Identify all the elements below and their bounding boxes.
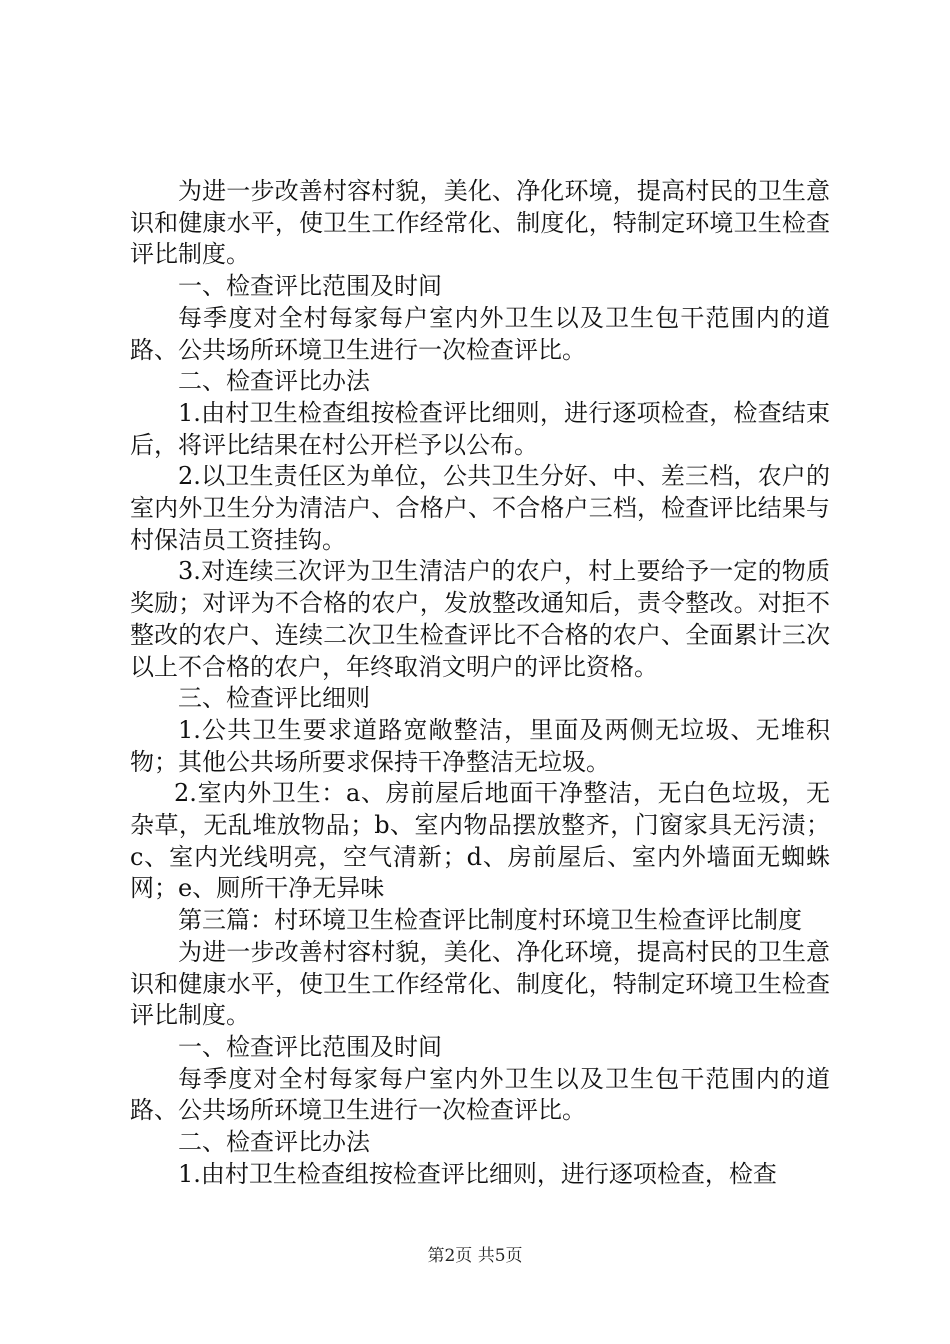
paragraph-rules-1: 1.公共卫生要求道路宽敞整洁，里面及两侧无垃圾、无堆积物；其他公共场所要求保持干净整洁无垃圾。 [130,715,830,776]
document-body [130,176,830,1191]
paragraph-rules-2: 2.室内外卫生：a、房前屋后地面干净整洁，无白色垃圾，无杂草，无乱堆放物品；b、室内物品摆放整齐，门窗家具无污渍；c、室内光线明亮，空气清新；d、房前屋后、室内外墙面无蜘蛛网；e、厕所干净无异味 [130,779,830,903]
paragraph-intro-repeat: 为进一步改善村容村貌，美化、净化环境，提高村民的卫生意识和健康水平，使卫生工作经常化、制度化，特制定环境卫生检查评比制度。 [130,937,830,1030]
section-heading-scope: 一、检查评比范围及时间 [178,272,442,301]
section-heading-scope-repeat: 一、检查评比范围及时间 [178,1032,442,1061]
paragraph-intro: 为进一步改善村容村貌，美化、净化环境，提高村民的卫生意识和健康水平，使卫生工作经常化、制度化，特制定环境卫生检查评比制度。 [130,177,830,269]
chapter-title-third: 第三篇：村环境卫生检查评比制度村环境卫生检查评比制度 [178,906,802,935]
section-heading-rules: 三、检查评比细则 [178,684,370,713]
paragraph-scope-repeat: 每季度对全村每家每户室内外卫生以及卫生包干范围内的道路、公共场所环境卫生进行一次检查评比。 [130,1064,830,1125]
paragraph-method-3: 3.对连续三次评为卫生清洁户的农户，村上要给予一定的物质奖励；对评为不合格的农户，发放整改通知后，责令整改。对拒不整改的农户、连续二次卫生检查评比不合格的农户、全面累计三次以上不合格的农户，年终取消文明户的评比资格。 [130,557,830,681]
paragraph-scope: 每季度对全村每家每户室内外卫生以及卫生包干范围内的道路、公共场所环境卫生进行一次检查评比。 [130,303,830,364]
section-heading-method: 二、检查评比办法 [178,367,370,396]
page-number-footer: 第2页 共5页 [427,1246,523,1266]
paragraph-method-1-repeat: 1.由村卫生检查组按检查评比细则，进行逐项检查，检查 [178,1159,777,1188]
paragraph-method-2: 2.以卫生责任区为单位，公共卫生分好、中、差三档，农户的室内外卫生分为清洁户、合格户、不合格户三档，检查评比结果与村保洁员工资挂钩。 [130,462,830,554]
paragraph-method-1: 1.由村卫生检查组按检查评比细则，进行逐项检查，检查结束后，将评比结果在村公开栏予以公布。 [130,398,830,459]
section-heading-method-repeat: 二、检查评比办法 [178,1128,370,1157]
